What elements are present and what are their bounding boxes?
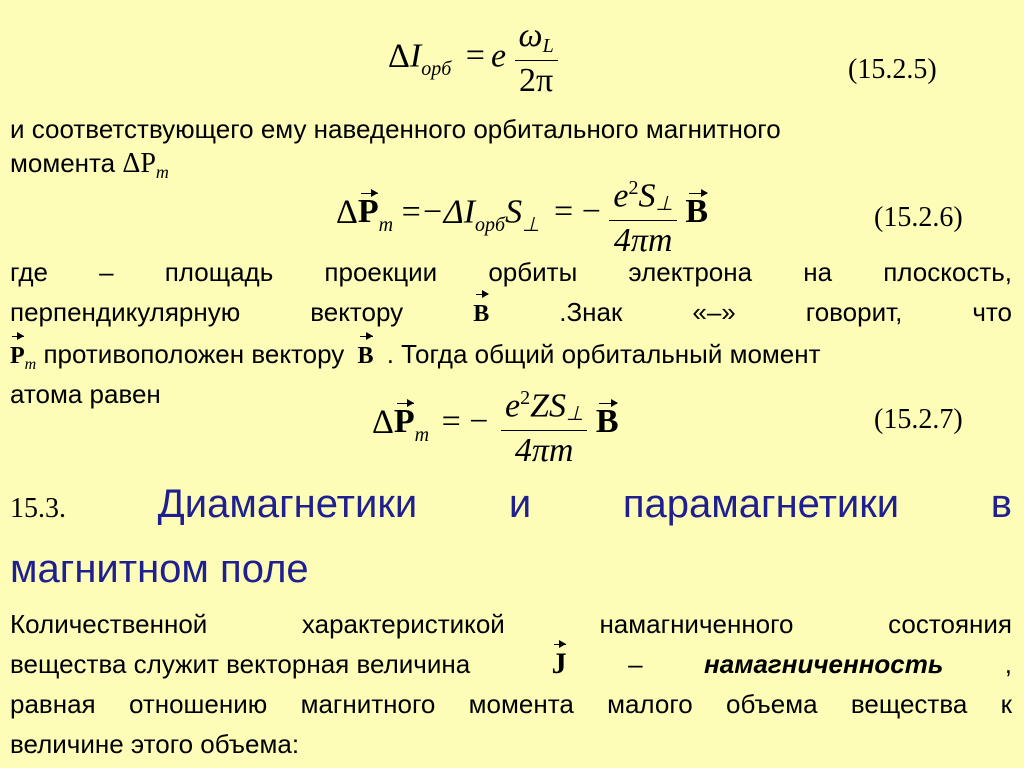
equation-15-2-6 [336, 168, 708, 261]
subscript-m: m [155, 162, 169, 182]
denominator-4pim: 4πm [501, 430, 587, 471]
text-moment: момента [10, 148, 116, 178]
text-dash: – [628, 649, 643, 679]
delta-p-text: ΔP [122, 148, 156, 179]
perp-symbol: ⊥ [522, 214, 540, 237]
vector-B-inline: B [473, 294, 489, 334]
equation-15-2-7 [372, 378, 619, 471]
paragraph-line [10, 292, 1012, 334]
denominator-2pi: 2π [515, 60, 558, 101]
text-that: что [972, 297, 1013, 327]
paragraph-magnetization [10, 604, 1012, 764]
delta-p-symbol [122, 148, 169, 182]
equals-minus: = − [441, 403, 489, 441]
fraction-e2S-over-4pim: $\frac{e^2S\perp}{4\pi m}$ [609, 168, 677, 261]
equation-15-2-5 [388, 16, 558, 101]
paragraph-line: величине этого объема: [10, 729, 300, 759]
vector-P-inline [10, 339, 37, 373]
delta-symbol: Δ [388, 37, 410, 75]
charge-symbol: e [504, 387, 521, 425]
section-heading [10, 474, 1012, 599]
equals-sign: = [465, 37, 485, 75]
heading-line-1 [10, 474, 1012, 539]
text-perpendicular: перпендикулярную [10, 297, 241, 327]
minus-delta-I: −ΔI [420, 193, 476, 231]
current-symbol: I [409, 37, 422, 75]
text-quantity: вещества служит векторная величина [10, 649, 471, 679]
paragraph-line: и соответствующего ему наведенного орбитального магнитного [10, 114, 781, 144]
paragraph-line: где – площадь проекции орбиты электрона на плоскость, [10, 257, 1012, 287]
equals-minus: = − [554, 193, 601, 231]
area-symbol: S [638, 177, 656, 215]
text-comma: , [1004, 649, 1012, 679]
subscript-orb: орб [421, 58, 452, 81]
fraction-omega-over-2pi [515, 16, 558, 101]
denominator-4pim: 4πm [609, 220, 677, 261]
equals-sign: = [401, 193, 421, 231]
vector-B: B [685, 193, 709, 231]
omega-symbol: ω [518, 17, 543, 54]
heading-word: парамагнетики [622, 482, 900, 526]
charge-symbol: e [490, 37, 507, 75]
text-to-vector [310, 297, 489, 327]
fraction-e2ZS-over-4pim: $\frac{e^2ZS\perp}{4\pi m}$ [501, 378, 587, 471]
paragraph-line: атома равен [10, 379, 161, 409]
section-number: 15.3. [10, 493, 66, 524]
vector-J: J [552, 644, 567, 684]
vector-B: B [595, 403, 619, 441]
paragraph-line [10, 334, 1012, 379]
text-minus-quote: «–» [692, 297, 736, 327]
heading-word: в [990, 482, 1012, 526]
term-magnetization: намагниченность [704, 649, 944, 679]
subscript-m: m [414, 424, 430, 447]
paragraph-line: Количественной характеристикой намагниченного состояния [10, 609, 1012, 639]
heading-line-2: магнитном поле [10, 547, 309, 591]
heading-word: и [508, 482, 532, 526]
paragraph-line: равная отношению магнитного момента малого объема вещества к [10, 689, 1012, 719]
vector-P-letter: P [10, 336, 25, 376]
heading-word: Диамагнетики [157, 482, 418, 526]
vector-B-inline: B [357, 336, 373, 376]
equation-number-15-2-5: (15.2.5) [848, 54, 937, 85]
subscript-orb: орб [475, 214, 506, 237]
subscript-m: m [378, 214, 394, 237]
ZS-symbol: ZS [530, 387, 566, 425]
superscript-2: 2 [628, 177, 639, 199]
vector-P: P [357, 193, 379, 231]
subscript-L: L [542, 35, 554, 57]
delta-symbol: Δ [336, 193, 358, 231]
vector-P: P [393, 403, 415, 441]
text-opposite: противоположен вектору [43, 339, 345, 369]
delta-symbol: Δ [372, 403, 394, 441]
text-says: говорит, [805, 297, 903, 327]
charge-symbol: e [613, 177, 629, 215]
text-total-moment: . Тогда общий орбитальный момент [386, 339, 821, 369]
text-sign: .Знак [559, 297, 623, 327]
subscript-m: m [24, 356, 37, 373]
paragraph-line [10, 644, 1012, 684]
equation-number-15-2-6: (15.2.6) [874, 202, 963, 233]
equation-number-15-2-7: (15.2.7) [874, 404, 963, 435]
superscript-2: 2 [520, 387, 531, 409]
text-vector: вектору [310, 297, 404, 327]
area-symbol: S [505, 193, 523, 231]
